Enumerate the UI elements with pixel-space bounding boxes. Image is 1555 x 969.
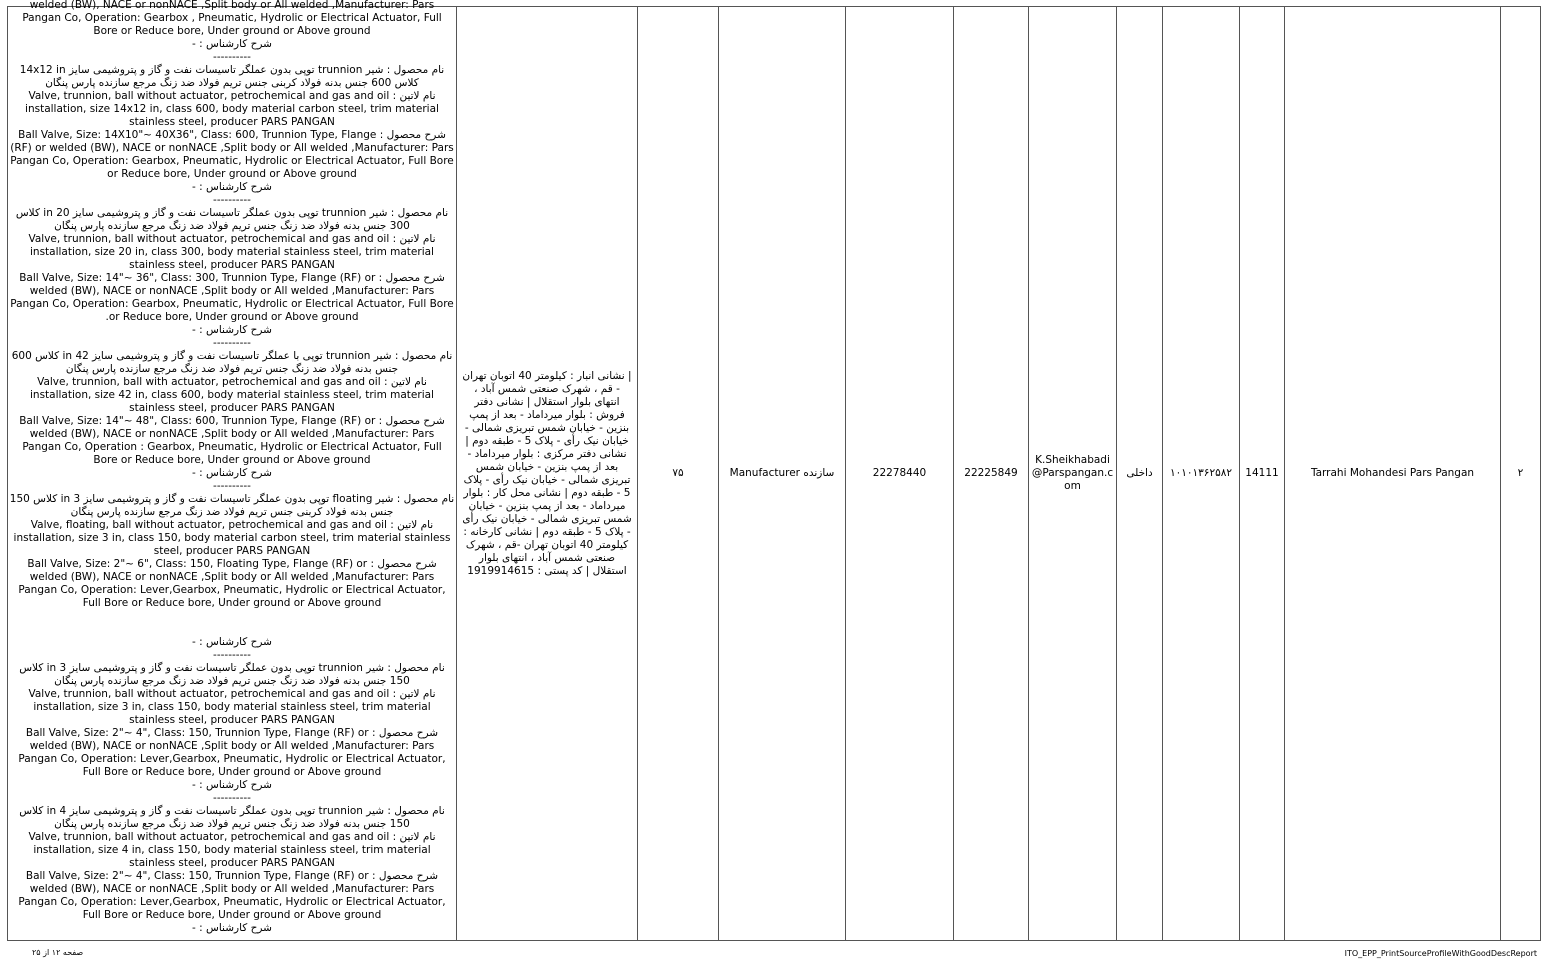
company-name-cell: Tarrahi Mohandesi Pars Pangan	[1285, 7, 1501, 941]
national-id-cell: ۱۰۱۰۱۳۶۲۵۸۲	[1163, 7, 1240, 941]
expert-comment: شرح کارشناس : -	[192, 38, 272, 50]
product-description: شرح محصول : Ball Valve, Size: 14"~ 48", Class: 600, Trunnion Type, Flange (RF) or welded (BW), NACE or nonNACE ,Split body or All welded ,Manufacturer: Pars Pangan Co, Operation : Gearbox, Pneumatic, Hydrolic or Electrical Actuator, Full Bore or Reduce bore, Under ground or Above ground	[19, 415, 445, 466]
product-latin-name: نام لاتین : Valve, trunnion, ball without actuator, petrochemical and gas and oil installation, size 14x12 in, class 600, body material carbon steel, trim material stainless steel, producer PARS PANGAN	[25, 90, 439, 128]
product-name: نام محصول : شیر trunnion توپی بدون عملگر تاسیسات نفت و گاز و پتروشیمی سایز 20 in کلاس 300 جنس بدنه فولاد ضد زنگ جنس تریم فولاد ضد زنگ مرجع سازنده پارس پنگان	[15, 207, 449, 232]
separator: ----------	[213, 480, 251, 492]
expert-comment: شرح کارشناس : -	[192, 922, 272, 934]
page-number: صفحه ۱۲ از ۲۵	[32, 948, 84, 957]
code-cell: 14111	[1240, 7, 1285, 941]
product-name: نام محصول : شیر trunnion توپی بدون عملگر تاسیسات نفت و گاز و پتروشیمی سایز 3 in کلاس 150 جنس بدنه فولاد ضد زنگ جنس تریم فولاد ضد زنگ مرجع سازنده پارس پنگان	[19, 662, 445, 687]
supplier-report-table	[7, 0, 1541, 941]
expert-comment: شرح کارشناس : -	[192, 181, 272, 193]
separator: ----------	[213, 194, 251, 206]
description-fragment: welded (BW), NACE or nonNACE ,Split body or All welded ,Manufacturer: Pars Pangan Co, Operation: Gearbox , Pneumatic, Hydrolic or Electrical Actuator, Full Bore or Reduce bore, Under ground or Above ground	[22, 0, 442, 37]
product-latin-name: نام لاتین : Valve, trunnion, ball with actuator, petrochemical and gas and oil installation, size 42 in, class 600, body material stainless steel, trim material stainless steel, producer PARS PANGAN	[30, 376, 434, 414]
product-description: شرح محصول : Ball Valve, Size: 2"~ 6", Class: 150, Floating Type, Flange (RF) or welded (BW), NACE or nonNACE ,Split body or All welded ,Manufacturer: Pars Pangan Co, Operation: Lever,Gearbox, Pneumatic, Hydrolic or Electrical Actuator, Full Bore or Reduce bore, Under ground or Above ground	[18, 558, 446, 609]
report-name: ITO_EPP_PrintSourceProfileWithGoodDescReport	[1344, 949, 1537, 958]
phone-cell: 22278440	[846, 7, 954, 941]
expert-comment: شرح کارشناس : -	[192, 779, 272, 791]
activity-type-cell: Manufacturer سازنده	[719, 7, 846, 941]
origin-type-cell: داخلی	[1117, 7, 1163, 941]
separator: ----------	[213, 51, 251, 63]
product-name: نام محصول : شیر floating توپی بدون عملگر تاسیسات نفت و گاز و پتروشیمی سایز 3 in کلاس 150 جنس بدنه فولاد کربنی جنس تریم فولاد ضد زنگ مرجع سازنده پارس پنگان	[9, 493, 455, 518]
address-cell	[457, 7, 638, 941]
product-description: شرح محصول : Ball Valve, Size: 2"~ 4", Class: 150, Trunnion Type, Flange (RF) or welded (BW), NACE or nonNACE ,Split body or All welded ,Manufacturer: Pars Pangan Co, Operation: Lever,Gearbox, Pneumatic, Hydrolic or Electrical Actuator, Full Bore or Reduce bore, Under ground or Above ground	[18, 870, 446, 921]
row-index-cell: ٢	[1501, 7, 1541, 941]
product-name: نام محصول : شیر trunnion توپی با عملگر تاسیسات نفت و گاز و پتروشیمی سایز 42 in کلاس 600 جنس بدنه فولاد ضد زنگ جنس تریم فولاد ضد زنگ مرجع سازنده پارس پنگان	[11, 350, 453, 375]
product-description: شرح محصول : Ball Valve, Size: 14"~ 36", Class: 300, Trunnion Type, Flange (RF) or welded (BW), NACE or nonNACE ,Split body or All welded ,Manufacturer: Pars Pangan Co, Operation: Gearbox, Pneumatic, Hydrolic or Electrical Actuator, Full Bore or Reduce bore, Under ground or Above ground.	[10, 272, 454, 323]
product-name: نام محصول : شیر trunnion توپی بدون عملگر تاسیسات نفت و گاز و پتروشیمی سایز 4 in کلاس 150 جنس بدنه فولاد ضد زنگ جنس تریم فولاد ضد زنگ مرجع سازنده پارس پنگان	[19, 805, 445, 830]
expert-comment: شرح کارشناس : -	[192, 467, 272, 479]
product-name: نام محصول : شیر trunnion توپی بدون عملگر تاسیسات نفت و گاز و پتروشیمی سایز 14x12 in کلاس 600 جنس بدنه فولاد کربنی جنس تریم فولاد ضد زنگ مرجع سازنده پارس پنگان	[19, 64, 445, 89]
product-latin-name: نام لاتین : Valve, trunnion, ball without actuator, petrochemical and gas and oil installation, size 20 in, class 300, body material stainless steel, trim material stainless steel, producer PARS PANGAN	[28, 233, 436, 271]
product-description: شرح محصول : Ball Valve, Size: 14X10"~ 40X36", Class: 600, Trunnion Type, Flange (RF) or welded (BW), NACE or nonNACE ,Split body or All welded ,Manufacturer: Pars Pangan Co, Operation: Gearbox, Pneumatic, Hydrolic or Electrical Actuator, Full Bore or Reduce bore, Under ground or Above ground	[10, 129, 454, 180]
product-latin-name: نام لاتین : Valve, floating, ball without actuator, petrochemical and gas and oil installation, size 3 in, class 150, body material carbon steel, trim material stainless steel, producer PARS PANGAN	[13, 519, 451, 557]
spacer	[9, 610, 455, 636]
separator: ----------	[213, 649, 251, 661]
separator: ----------	[213, 792, 251, 804]
product-latin-name: نام لاتین : Valve, trunnion, ball without actuator, petrochemical and gas and oil installation, size 4 in, class 150, body material stainless steel, trim material stainless steel, producer PARS PANGAN	[28, 831, 436, 869]
email-cell: K.Sheikhabadi@Parspangan.com	[1029, 7, 1117, 941]
product-description-cell	[8, 0, 457, 941]
expert-comment: شرح کارشناس : -	[192, 636, 272, 648]
separator: ----------	[213, 337, 251, 349]
product-latin-name: نام لاتین : Valve, trunnion, ball without actuator, petrochemical and gas and oil installation, size 3 in, class 150, body material stainless steel, trim material stainless steel, producer PARS PANGAN	[28, 688, 436, 726]
table-row	[8, 7, 1541, 941]
expert-comment: شرح کارشناس : -	[192, 324, 272, 336]
product-description: شرح محصول : Ball Valve, Size: 2"~ 4", Class: 150, Trunnion Type, Flange (RF) or welded (BW), NACE or nonNACE ,Split body or All welded ,Manufacturer: Pars Pangan Co, Operation: Lever,Gearbox, Pneumatic, Hydrolic or Electrical Actuator, Full Bore or Reduce bore, Under ground or Above ground	[18, 727, 446, 778]
fax-cell: 22225849	[954, 7, 1029, 941]
address-text: | نشانی انبار : کیلومتر 40 اتوبان تهران - قم ، شهرک صنعتی شمس آباد ، انتهای بلوار استقلال | نشانی دفتر فروش : بلوار میرداماد - بعد از پمپ بنزین - خیابان شمس تبریزی شمالی - خیابان نیک رأی - پلاک 5 - طبقه دوم | نشانی دفتر مرکزی : بلوار میرداماد - بعد از پمپ بنزین - خیابان شمس تبریزی شمالی - خیابان نیک رأی - پلاک 5 - طبقه دوم | نشانی محل کار : بلوار میرداماد - بعد از پمپ بنزین - خیابان شمس تبریزی شمالی - خیابان نیک رأی - پلاک 5 - طبقه دوم | نشانی کارخانه : کیلومتر 40 اتوبان تهران -قم ، شهرک صنعتی شمس آباد ، انتهای بلوار استقلال | کد پستی : 1919914615	[462, 369, 632, 577]
score-cell: ۷۵	[638, 7, 719, 941]
